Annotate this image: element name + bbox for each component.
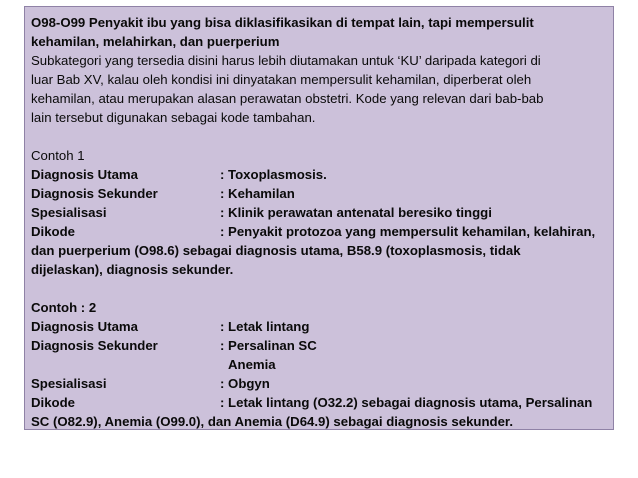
row-value: : Klinik perawatan antenatal beresiko tinggi: [220, 205, 492, 220]
row-label: Dikode: [31, 395, 75, 410]
row-label: Diagnosis Utama: [31, 167, 138, 182]
example2-row-spesialisasi: [31, 374, 607, 393]
example1-continuation-2: dijelaskan), diagnosis sekunder.: [31, 262, 234, 277]
example2-indent-anemia: Anemia: [228, 357, 276, 372]
row-label: Dikode: [31, 224, 75, 239]
spacer: [31, 279, 607, 298]
row-value: : Kehamilan: [220, 186, 295, 201]
description-line-3: kehamilan, atau merupakan alasan perawatan obstetri. Kode yang relevan dari bab-bab: [31, 91, 544, 106]
description-line-4: lain tersebut digunakan sebagai kode tambahan.: [31, 110, 316, 125]
example1-row-spesialisasi: [31, 203, 607, 222]
example1-row-dikode: [31, 222, 607, 241]
description-line-2: luar Bab XV, kalau oleh kondisi ini dinyatakan mempersulit kehamilan, diperberat oleh: [31, 72, 532, 87]
row-value: : Letak lintang (O32.2) sebagai diagnosis utama, Persalinan: [220, 395, 593, 410]
example1-title: Contoh 1: [31, 148, 85, 163]
heading-line-1: O98-O99 Penyakit ibu yang bisa diklasifikasikan di tempat lain, tapi mempersulit: [31, 15, 534, 30]
heading-line-2: kehamilan, melahirkan, dan puerperium: [31, 34, 280, 49]
example1-row-diagnosis-sekunder: [31, 184, 607, 203]
row-value: : Penyakit protozoa yang mempersulit kehamilan, kelahiran,: [220, 224, 596, 239]
row-label: Spesialisasi: [31, 205, 107, 220]
row-label: Diagnosis Utama: [31, 319, 138, 334]
example2-row-diagnosis-utama: [31, 317, 607, 336]
example2-row-dikode: [31, 393, 607, 412]
row-value: : Toxoplasmosis.: [220, 167, 327, 182]
row-label: Diagnosis Sekunder: [31, 338, 158, 353]
row-value: : Obgyn: [220, 376, 270, 391]
description-line-1: Subkategori yang tersedia disini harus lebih diutamakan untuk ‘KU’ daripada kategori di: [31, 53, 541, 68]
row-label: Spesialisasi: [31, 376, 107, 391]
example2-title: Contoh : 2: [31, 300, 97, 315]
example2-row-diagnosis-sekunder: [31, 336, 607, 355]
example1-row-diagnosis-utama: [31, 165, 607, 184]
row-label: Diagnosis Sekunder: [31, 186, 158, 201]
row-value: : Letak lintang: [220, 319, 310, 334]
spacer: [31, 127, 607, 146]
example1-continuation-1: dan puerperium (O98.6) sebagai diagnosis utama, B58.9 (toxoplasmosis, tidak: [31, 243, 521, 258]
row-value: : Persalinan SC: [220, 338, 317, 353]
example2-continuation-1: SC (O82.9), Anemia (O99.0), dan Anemia (D64.9) sebagai diagnosis sekunder.: [31, 414, 513, 429]
slide-content-box: [24, 6, 614, 430]
